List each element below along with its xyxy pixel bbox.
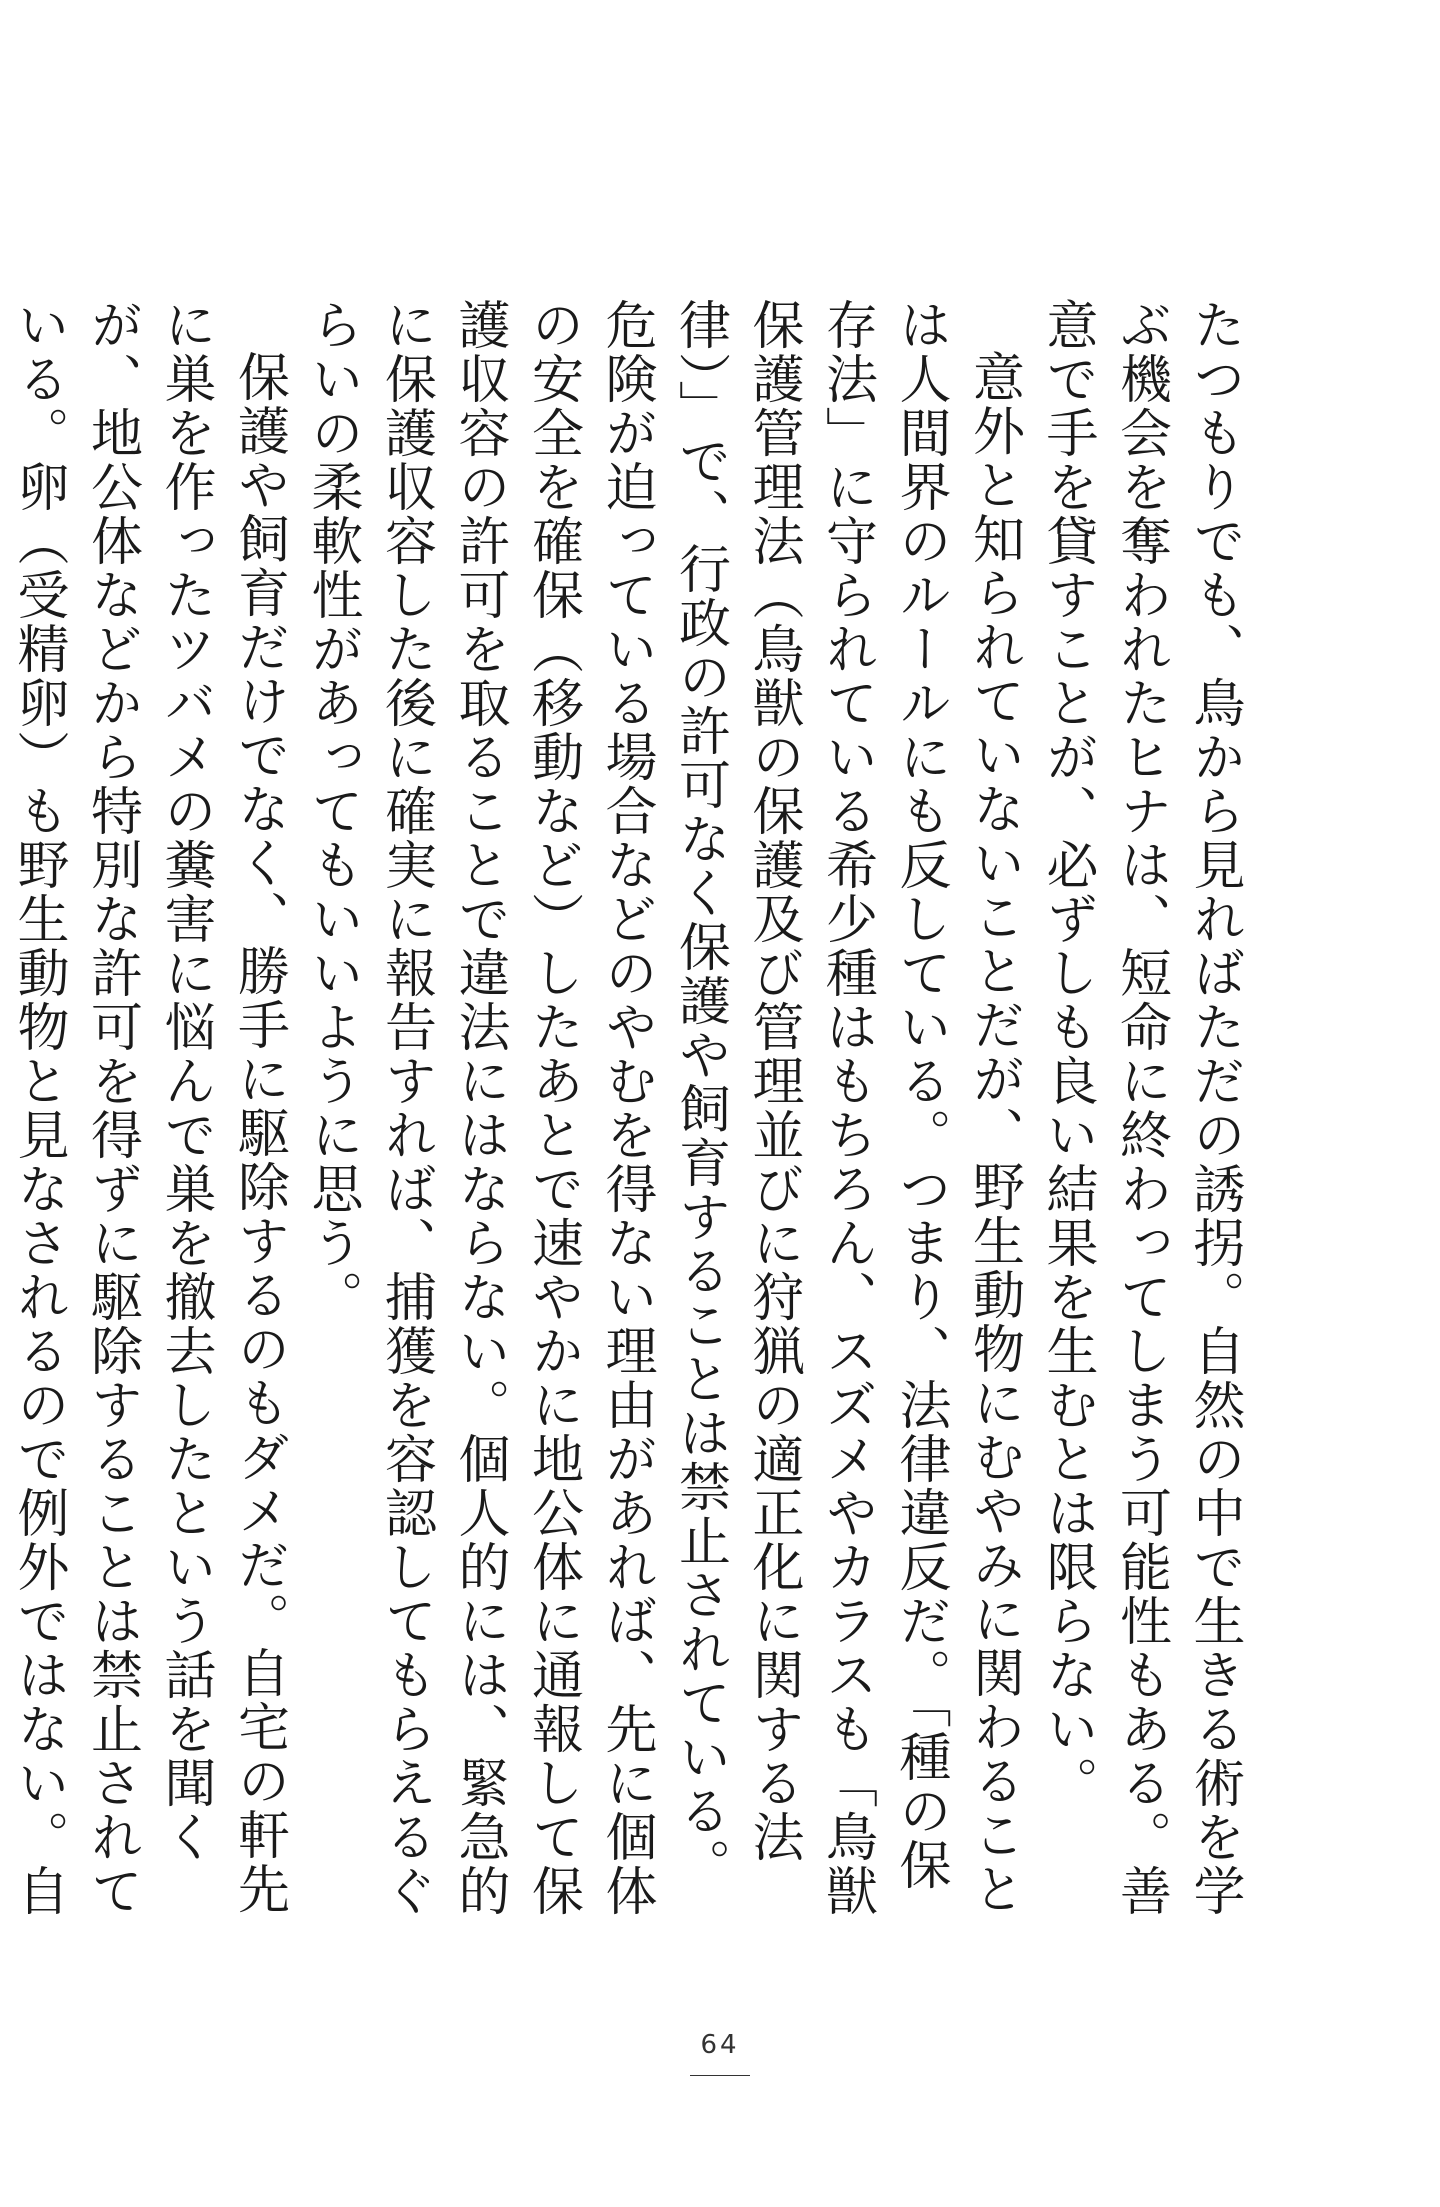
page-number: 64 — [700, 2030, 740, 2060]
vertical-body-text — [8, 298, 1250, 1938]
page-number-rule — [690, 2075, 750, 2076]
paragraph-2: 意外と知られていないことだが、野生動物にむやみに関わることは人間界のルールにも反している。つまり、法律違反だ。「種の保存法」に守られている希少種はもちろん、スズメやカラスも「鳥獣保護管理法（鳥獣の保護及び管理並びに狩猟の適正化に関する法律）」で、行政の許可なく保護や飼育することは禁止されている。危険が迫っている場合などのやむを得ない理由があれば、先に個体の安全を確保（移動など）したあとで速やかに地公体に通報して保護収容の許可を取ることで違法にはならない。個人的には、緊急的に保護収容した後に確実に報告すれば、捕獲を容認してもらえるぐらいの柔軟性があってもいいように思う。 — [302, 298, 1024, 1918]
paragraph-1: たつもりでも、鳥から見ればただの誘拐。自然の中で生きる術を学ぶ機会を奪われたヒナは、短命に終わってしまう可能性もある。善意で手を貸すことが、必ずしも良い結果を生むとは限らない。 — [1037, 298, 1244, 1918]
paragraph-3: 保護や飼育だけでなく、勝手に駆除するのもダメだ。自宅の軒先に巣を作ったツバメの糞害に悩んで巣を撤去したという話を聞くが、地公体などから特別な許可を得ずに駆除することは禁止されている。卵（受精卵）も野生動物と見なされるので例外ではない。自 — [8, 298, 289, 1918]
